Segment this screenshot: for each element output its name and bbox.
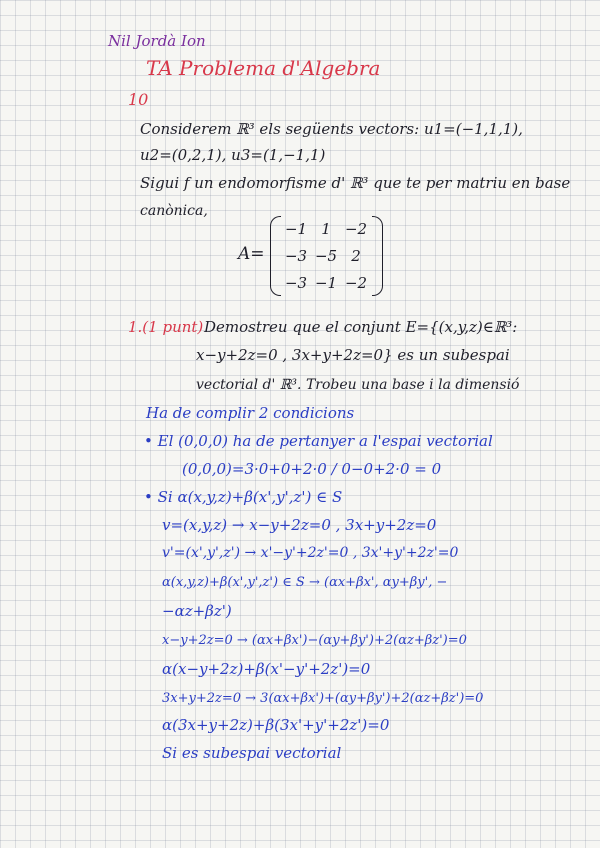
answer-line: α(x−y+2z)+β(x'−y'+2z')=0 xyxy=(162,660,371,678)
problem-number: 10 xyxy=(128,90,149,109)
question-number: 1.(1 punt) xyxy=(128,318,204,336)
matrix-left-bracket xyxy=(270,216,281,296)
answer-line: α(x,y,z)+β(x',y',z') ∈ S → (αx+βx', αy+βy', − xyxy=(162,575,448,590)
matrix-cell: −3 xyxy=(284,274,308,292)
statement-line-2: u2=(0,2,1), u3=(1,−1,1) xyxy=(140,146,326,164)
matrix-cell: −1 xyxy=(314,274,338,292)
matrix-right-bracket xyxy=(372,216,383,296)
answer-line: α(3x+y+2z)+β(3x'+y'+2z')=0 xyxy=(162,716,390,734)
answer-line: −αz+βz') xyxy=(162,602,232,620)
answer-line: 3x+y+2z=0 → 3(αx+βx')+(αy+βy')+2(αz+βz')=0 xyxy=(162,691,484,706)
matrix-a xyxy=(238,216,388,296)
answer-line: (0,0,0)=3·0+0+2·0 / 0−0+2·0 = 0 xyxy=(182,460,442,478)
matrix-cell: −2 xyxy=(344,274,368,292)
answer-line: v=(x,y,z) → x−y+2z=0 , 3x+y+2z=0 xyxy=(162,516,437,534)
answer-line: • Si α(x,y,z)+β(x',y',z') ∈ S xyxy=(144,488,343,506)
matrix-cell: −5 xyxy=(314,247,338,265)
question-line-3: vectorial d' ℝ³. Trobeu una base i la dimensió xyxy=(196,377,520,393)
matrix-cell: 1 xyxy=(321,220,331,238)
matrix-cell: 2 xyxy=(351,247,361,265)
statement-line-3: Sigui f un endomorfisme d' ℝ³ que te per matriu en base xyxy=(140,174,571,192)
answer-line: Ha de complir 2 condicions xyxy=(146,404,355,422)
answer-line: • El (0,0,0) ha de pertanyer a l'espai vectorial xyxy=(144,432,493,450)
page-title: TA Problema d'Algebra xyxy=(146,56,381,80)
matrix-cell: −3 xyxy=(284,247,308,265)
statement-line-4: canònica, xyxy=(140,203,208,219)
matrix-cell: −1 xyxy=(284,220,308,238)
matrix-label: A= xyxy=(238,244,265,264)
answer-line: x−y+2z=0 → (αx+βx')−(αy+βy')+2(αz+βz')=0 xyxy=(162,633,467,648)
answer-line: v'=(x',y',z') → x'−y'+2z'=0 , 3x'+y'+2z'=0 xyxy=(162,545,459,561)
question-line-1: Demostreu que el conjunt E={(x,y,z)∈ℝ³: xyxy=(204,318,518,336)
statement-line-1: Considerem ℝ³ els següents vectors: u1=(−1,1,1), xyxy=(140,120,523,138)
matrix-cell: −2 xyxy=(344,220,368,238)
author-name: Nil Jordà Ion xyxy=(108,32,206,50)
question-line-2: x−y+2z=0 , 3x+y+2z=0} es un subespai xyxy=(196,346,510,364)
answer-line: Si es subespai vectorial xyxy=(162,744,342,762)
